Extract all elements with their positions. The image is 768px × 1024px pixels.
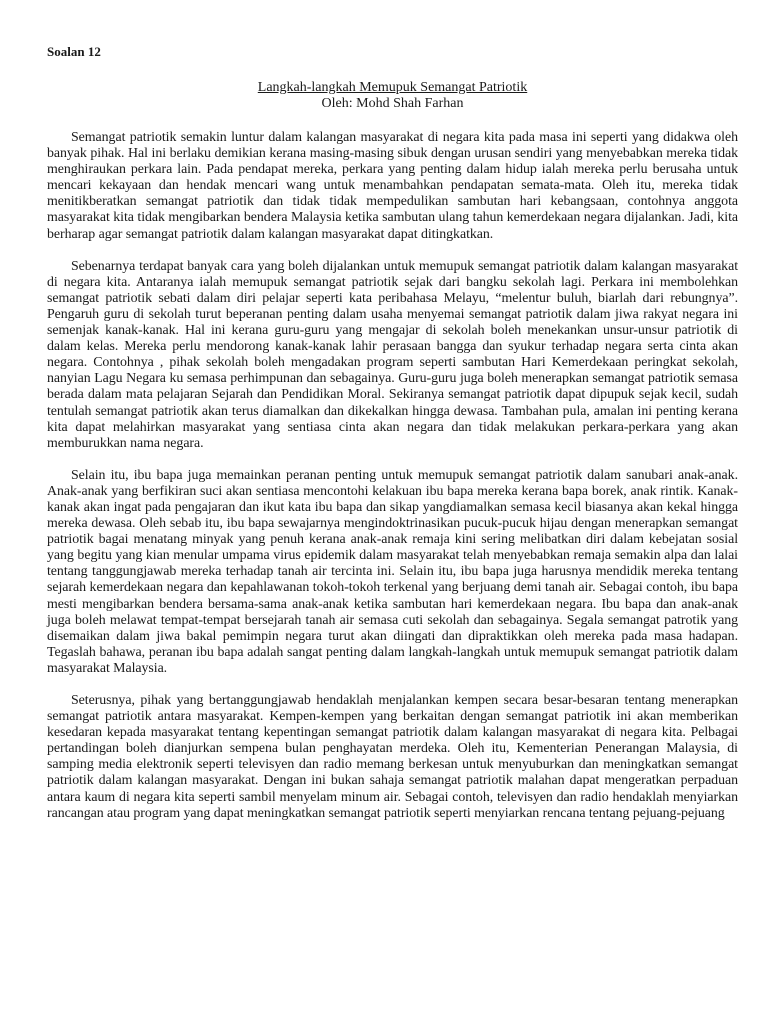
title-block <box>47 80 738 112</box>
author-line: Oleh: Mohd Shah Farhan <box>321 96 464 111</box>
paragraph-4: Seterusnya, pihak yang bertanggungjawab hendaklah menjalankan kempen secara besar-besaran tentang menerapkan semangat patriotik antara masyarakat. Kempen-kempen yang berkaitan dengan semangat patriotik ini akan memberikan kesedaran kepada masyarakat tentang kepentingan semangat patriotik dalam kalangan masyarakat di negara kita. Pelbagai pertandingan boleh dianjurkan sempena bulan penghayatan merdeka. Oleh itu, Kementerian Penerangan Malaysia, di samping media elektronik seperti televisyen dan radio memang berkesan untuk menyuburkan dan meningkatkan semangat patriotik dalam kalangan masyarakat. Dengan ini bukan sahaja semangat patriotik malahan dapat mengeratkan perpaduan antara kaum di negara kita seperti sambil menyelam minum air. Sebagai contoh, televisyen dan radio hendaklah menyiarkan rancangan atau program yang dapat meningkatkan semangat patriotik seperti menyiarkan rencana tentang pejuang-pejuang <box>47 693 738 821</box>
question-label: Soalan 12 <box>47 44 101 59</box>
paragraph-1: Semangat patriotik semakin luntur dalam kalangan masyarakat di negara kita pada masa ini seperti yang didakwa oleh banyak pihak. Hal ini berlaku demikian kerana masing-masing sibuk dengan urusan sendiri yang menyebabkan mereka tidak menghiraukan perkara lain. Pada pendapat mereka, perkara yang penting dalam hidup ialah mereka perlu berusaha untuk mencari kekayaan dan hendak mencari wang untuk menambahkan pendapatan semata-mata. Oleh itu, mereka tidak menitikberatkan semangat patriotik dan tidak tidak mempedulikan sambutan hari kebangsaan, contohnya anggota masyarakat kita tidak mengibarkan bendera Malaysia ketika sambutan ulang tahun kemerdekaan negara dijalankan. Jadi, kita berharap agar semangat patriotik dalam kalangan masyarakat dapat ditingkatkan. <box>47 130 738 242</box>
essay-title: Langkah-langkah Memupuk Semangat Patriotik <box>257 80 528 95</box>
paragraph-3: Selain itu, ibu bapa juga memainkan peranan penting untuk memupuk semangat patriotik dalam sanubari anak-anak. Anak-anak yang berfikiran suci akan sentiasa mencontohi kelakuan ibu bapa mereka kerana bapa borek, anak rintik. Kanak-kanak akan ingat pada pengajaran dan ikut kata ibu bapa dan sikap yangdiamalkan semasa kecil biasanya akan kekal hingga mereka dewasa. Oleh sebab itu, ibu bapa sewajarnya mengindoktrinasikan pucuk-pucuk hijau dengan menerapkan semangat patriotik bagai menatang minyak yang penuh kerana anak-anak remaja kini sering melibatkan diri dalam kebejatan sosial yang begitu yang kian menular umpama virus epidemik dalam masyarakat telah menyebabkan remaja semakin alpa dan lalai tentang tanggungjawab mereka terhadap tanah air tercinta ini. Selain itu, ibu bapa juga harusnya mendidik mereka tentang sejarah kemerdekaan negara dan kepahlawanan tokoh-tokoh terkenal yang berjuang demi tanah air. Sebagai contoh, ibu bapa mesti mengibarkan bendera bersama-sama anak-anak ketika sambutan hari kemerdekaan negara. Ibu bapa dan anak-anak juga boleh melawat tempat-tempat bersejarah tanah air semasa cuti sekolah dan sebagainya. Segala semangat patrotik yang disemaikan dalam jiwa bakal pemimpin negara turut akan diingati dan dipraktikkan oleh mereka pada masa hadapan. Tegaslah bahawa, peranan ibu bapa adalah sangat penting dalam langkah-langkah untuk memupuk semangat patriotik dalam masyarakat Malaysia. <box>47 467 738 676</box>
paragraph-2: Sebenarnya terdapat banyak cara yang boleh dijalankan untuk memupuk semangat patriotik dalam kalangan masyarakat di negara kita. Antaranya ialah memupuk semangat patriotik sejak dari bangku sekolah lagi. Perkara ini membolehkan semangat patriotik sebati dalam diri pelajar seperti kata peribahasa Melayu, “melentur buluh, biarlah dari rebungnya”. Pengaruh guru di sekolah turut beperanan penting dalam usaha menyemai semangat patriotik dalam jiwa rakyat negara ini semenjak kanak-kanak. Hal ini kerana guru-guru yang mengajar di sekolah boleh menekankan unsur-unsur patriotik di dalam kelas. Mereka perlu mendorong kanak-kanak lahir perasaan bangga dan syukur terhadap negara serta cinta akan negara. Contohnya , pihak sekolah boleh mengadakan program seperti sambutan Hari Kemerdekaan peringkat sekolah, nanyian Lagu Negara ku semasa perhimpunan dan sebagainya. Guru-guru juga boleh menerapkan semangat patriotik semasa berada dalam mata pelajaran Sejarah dan Pendidikan Moral. Sekiranya semangat patriotik dapat dipupuk sejak kecil, sudah tentulah semangat patriotik akan terus diamalkan dan dikekalkan hingga dewasa. Tambahan pula, amalan ini penting kerana kita dapat melahirkan masyarakat yang sentiasa cinta akan negara dan tidak melakukan perkara-perkara yang akan memburukkan nama negara. <box>47 258 738 451</box>
